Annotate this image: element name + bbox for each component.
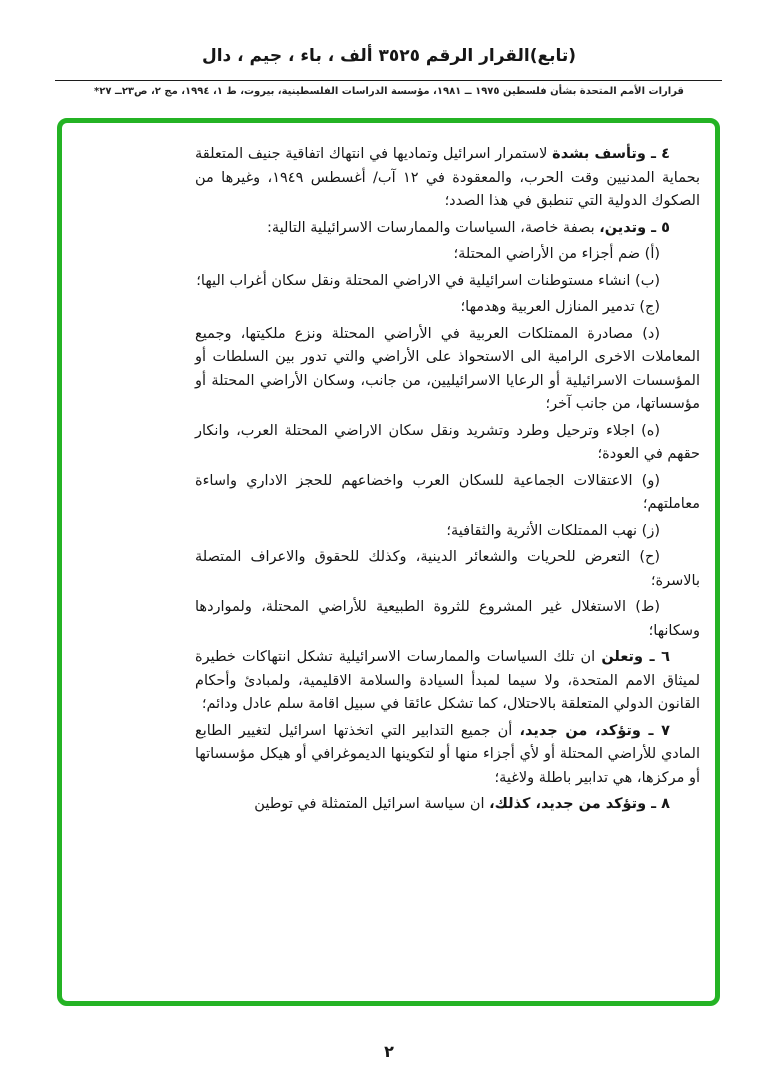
item-marker: ٤ ـ وتأسف بشدة	[552, 146, 670, 162]
resolution-item: ٧ ـ وتؤكد، من جديد، أن جميع التدابير التي اتخذتها اسرائيل لتغيير الطابع المادي للأراضي المحتلة أو لأي أجزاء منها أو لتكوينها الديموغرافي أو هيكل مؤسساتها أو مركزها، هي تدابير باطلة ولاغية؛	[195, 722, 700, 786]
item-marker: (أ)	[644, 246, 660, 262]
item-marker: (ح)	[639, 549, 660, 565]
resolution-subitem: (ح) التعرض للحريات والشعائر الدينية، وكذلك للحقوق والاعراف المتصلة بالاسرة؛	[195, 549, 700, 589]
resolution-item: ٨ ـ وتؤكد من جديد، كذلك، ان سياسة اسرائيل المتمثلة في توطين	[254, 796, 670, 812]
item-marker: (د)	[642, 325, 660, 342]
resolution-subitem: (د) مصادرة الممتلكات العربية في الأراضي المحتلة ونزع ملكيتها، وجميع المعاملات الاخرى الرامية الى الاستحواذ على الأراضي والتي تدور بين السلطات أو المؤسسات الاسرائيلية أو الرعايا الاسرائيليين، من جانب، وسكان الأراضي المحتلة أو مؤسساتها، من جانب آخر؛	[195, 325, 700, 412]
item-marker: ٧ ـ وتؤكد، من جديد،	[519, 722, 671, 739]
page-number: ٢	[384, 1042, 394, 1061]
header-divider	[55, 80, 722, 81]
resolution-item: ٤ ـ وتأسف بشدة لاستمرار اسرائيل وتماديها في انتهاك اتفاقية جنيف المتعلقة بحماية المدنيين وقت الحرب، والمعقودة في ١٢ آب/ أغسطس ١٩٤٩، وغيرها من الصكوك الدولية التي تنطبق في هذا الصدد؛	[195, 146, 700, 209]
item-marker: ٦ ـ وتعلن	[601, 649, 670, 665]
resolution-subitem: (ز) نهب الممتلكات الأثرية والثقافية؛	[446, 522, 660, 539]
item-marker: (ز)	[641, 522, 660, 539]
resolution-subitem: (ج) تدمير المنازل العربية وهدمها؛	[460, 299, 660, 315]
resolution-subitem: (ط) الاستغلال غير المشروع للثروة الطبيعية للأراضي المحتلة، ولمواردها وسكانها؛	[195, 599, 700, 639]
item-marker: ٨ ـ وتؤكد من جديد، كذلك،	[489, 796, 670, 812]
resolution-subitem: (أ) ضم أجزاء من الأراضي المحتلة؛	[453, 246, 660, 262]
page-header-title: (تابع)القرار الرقم ٣٥٢٥ ألف ، باء ، جيم ، دال	[201, 46, 577, 66]
resolution-item: ٦ ـ وتعلن ان تلك السياسات والممارسات الاسرائيلية تشكل انتهاكات خطيرة لميثاق الامم المتحدة، ولا سيما لمبدأ السيادة والسلامة الاقليمية، ولمبادئ وأحكام القانون الدولي المتعلقة بالاحتلال، كما تشكل عائقا في سبيل اقامة سلم عادل ودائم؛	[195, 649, 700, 712]
resolution-item: ٥ ـ وتدين، بصفة خاصة، السياسات والممارسات الاسرائيلية التالية:	[266, 219, 670, 236]
item-marker: ٥ ـ وتدين،	[599, 219, 670, 236]
resolution-subitem: (و) الاعتقالات الجماعية للسكان العرب واخضاعهم للحجز الاداري واساءة معاملتهم؛	[195, 472, 700, 512]
item-marker: (ه)	[641, 422, 660, 439]
resolution-subitem: (ب) انشاء مستوطنات اسرائيلية في الاراضي المحتلة ونقل سكان أغراب اليها؛	[196, 272, 660, 289]
item-marker: (ط)	[635, 599, 660, 615]
item-marker: (و)	[641, 472, 660, 489]
item-marker: (ب)	[635, 272, 660, 289]
resolution-body	[195, 143, 700, 820]
item-marker: (ج)	[639, 299, 660, 315]
source-citation: قرارات الأمم المتحدة بشأن فلسطين ١٩٧٥ ــ ١٩٨١، مؤسسة الدراسات الفلسطينية، بيروت، ط ١، ١٩٩٤، مج ٢، ص٢٣ــ ٢٧*	[94, 86, 684, 97]
resolution-subitem: (ه) اجلاء وترحيل وطرد وتشريد ونقل سكان الاراضي المحتلة العرب، وانكار حقهم في العودة؛	[195, 422, 700, 462]
